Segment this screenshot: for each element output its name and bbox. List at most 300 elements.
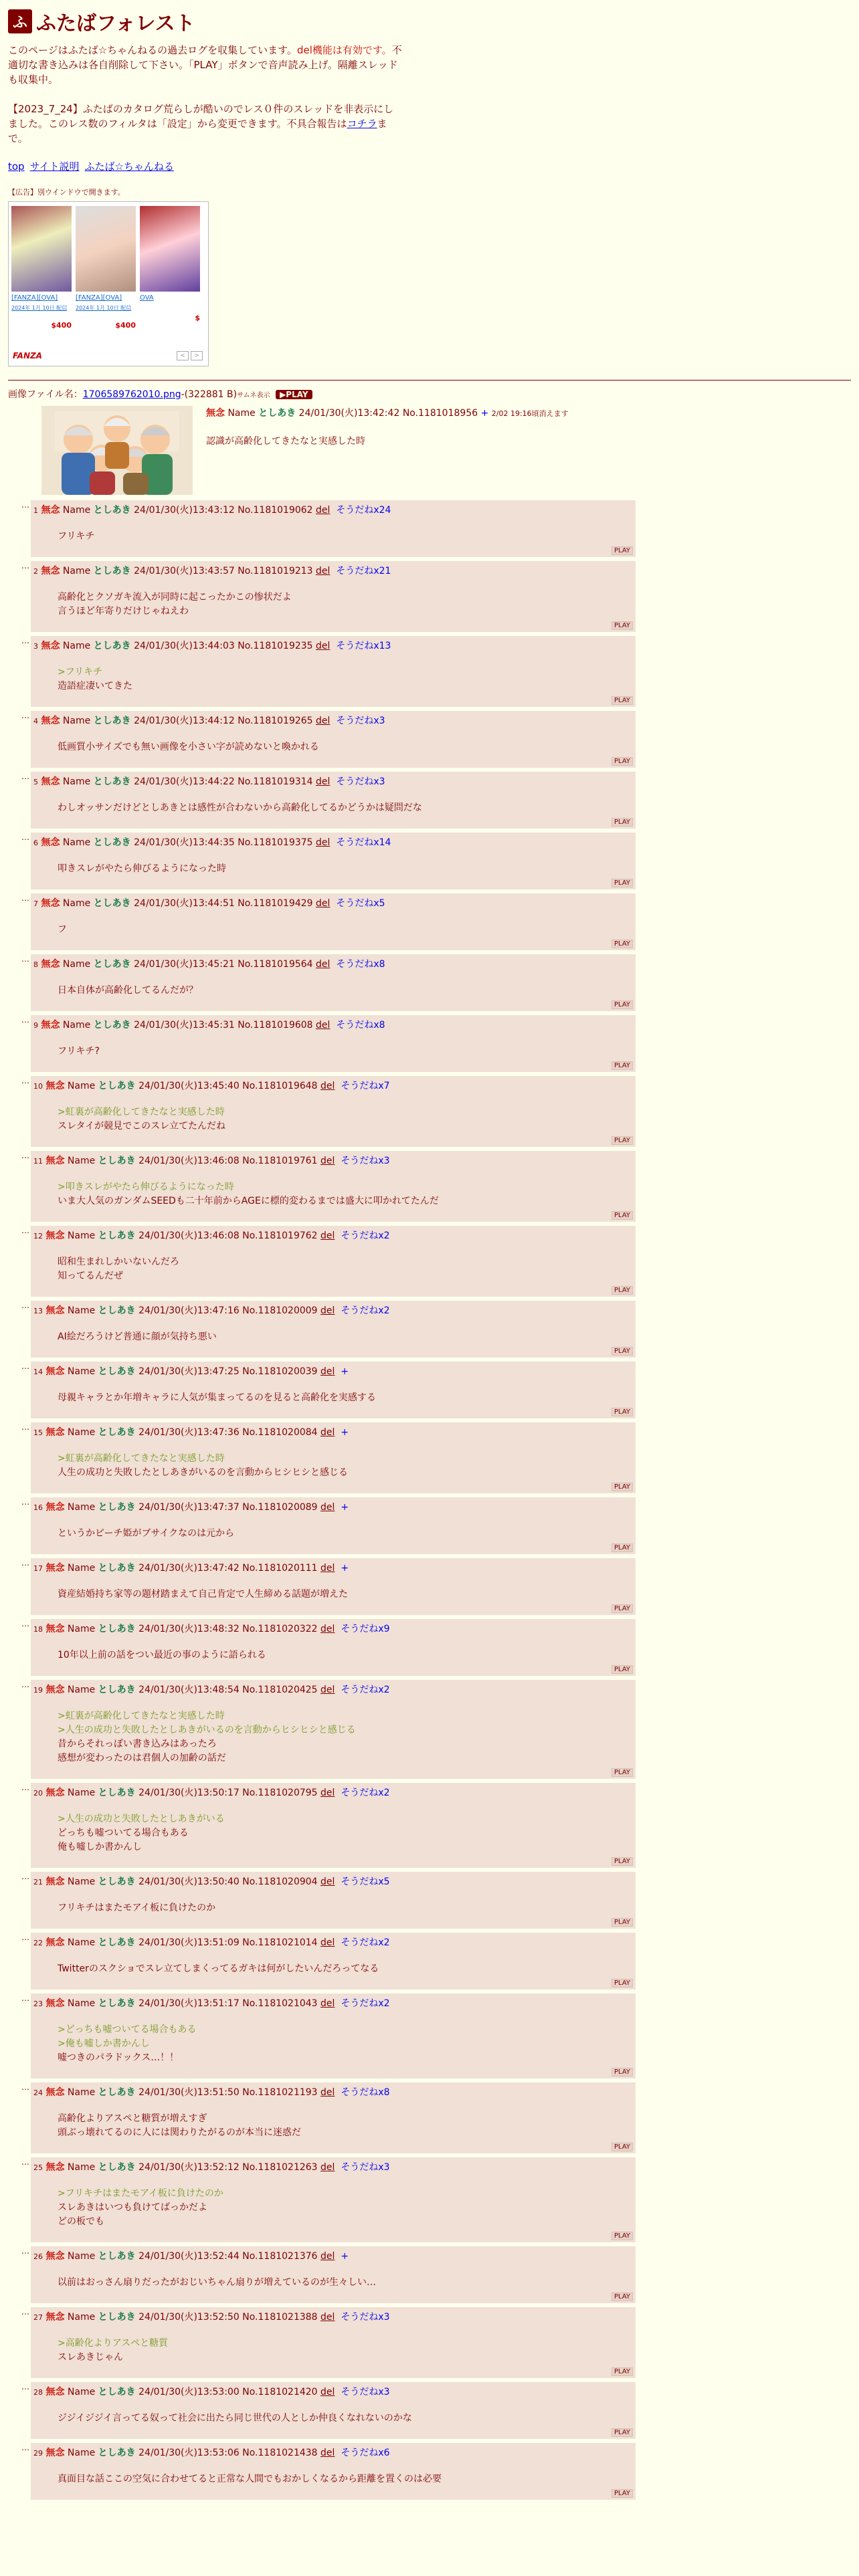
notice-update-end: まで。 xyxy=(8,118,387,144)
reply-post-number[interactable]: No.1181019265 xyxy=(237,716,313,726)
reply-post-number[interactable]: No.1181019235 xyxy=(237,641,313,651)
reply-box xyxy=(31,2157,636,2242)
reply-marker: … xyxy=(21,1422,29,1432)
reply-play-button[interactable]: PLAY xyxy=(611,1543,633,1552)
reply xyxy=(8,1076,851,1147)
ad-item-price: $400 xyxy=(51,321,72,330)
reply-post-number[interactable]: No.1181019062 xyxy=(237,505,313,516)
reply-sodane-button[interactable]: そうだねx13 xyxy=(336,641,391,651)
reply-sodane-button[interactable]: + xyxy=(341,1563,349,1574)
reply-name: としあき xyxy=(93,641,131,651)
reply-sodane-button[interactable]: そうだねx2 xyxy=(341,1685,390,1695)
reply-marker: … xyxy=(21,500,29,510)
reply-sodane-button[interactable]: そうだねx21 xyxy=(336,566,391,576)
reply-sodane-button[interactable]: + xyxy=(341,1366,349,1377)
ad-item-link[interactable]: [FANZA][OVA] xyxy=(76,294,122,302)
reply-name: としあき xyxy=(98,2087,136,2098)
reply-sodane-button[interactable]: そうだねx3 xyxy=(341,2162,390,2173)
reply-datetime: 24/01/30(火)13:48:32 xyxy=(138,1624,240,1634)
ad-image[interactable] xyxy=(11,206,72,292)
reply-text-line: 資産結婚持ち家等の題材踏まえて自己肯定で人生締める話題が増えた xyxy=(58,1589,348,1600)
reply-subject: 無念 xyxy=(41,959,60,970)
reply-body xyxy=(58,665,630,693)
reply-text-line: ジジイジジイ言ってる奴って社会に出たら同じ世代の人としか仲良くなれないのかな xyxy=(58,2413,412,2424)
ad-brand-logo[interactable]: FANZA xyxy=(13,351,42,360)
reply-subject: 無念 xyxy=(45,1156,65,1166)
reply-sodane-button[interactable]: そうだねx8 xyxy=(336,959,385,970)
reply-quote-line: >フリキチ xyxy=(58,667,103,677)
nav-about-link[interactable]: サイト説明 xyxy=(29,160,80,173)
reply-name-label: Name xyxy=(67,2087,96,2098)
reply-sodane-button[interactable]: そうだねx6 xyxy=(341,2448,390,2458)
ad-item-price: $ xyxy=(195,314,200,322)
reply-post-number[interactable]: No.1181021014 xyxy=(242,1937,318,1948)
reply-body xyxy=(58,1648,630,1662)
reply-box xyxy=(31,1558,636,1615)
reply-play-button[interactable]: PLAY xyxy=(611,2489,633,2498)
reply-number: 2 xyxy=(33,567,38,576)
reply-play-button[interactable]: PLAY xyxy=(611,1286,633,1295)
ad-item-price: $400 xyxy=(115,321,136,330)
reply-text-line: スレあきじゃん xyxy=(58,2352,123,2363)
reply-subject: 無念 xyxy=(45,1563,65,1574)
reply-name-label: Name xyxy=(62,959,91,970)
reply-play-button[interactable]: PLAY xyxy=(611,1000,633,1009)
reply xyxy=(8,833,851,889)
reply-post-number[interactable]: No.1181020425 xyxy=(242,1685,318,1695)
reply-sodane-button[interactable]: そうだねx2 xyxy=(341,1230,390,1241)
reply-marker: … xyxy=(21,2443,29,2452)
ad-item[interactable] xyxy=(11,206,72,330)
reply-play-button[interactable]: PLAY xyxy=(611,2292,633,2301)
reply-name-label: Name xyxy=(67,1876,96,1887)
reply-post-number[interactable]: No.1181019608 xyxy=(237,1020,313,1031)
reply-post-number[interactable]: No.1181019648 xyxy=(242,1081,318,1091)
reply-number: 19 xyxy=(33,1686,43,1695)
reply-del-link[interactable]: del xyxy=(320,2251,335,2262)
reply-del-link[interactable]: del xyxy=(316,837,330,848)
reply-text-line: 高齢化よりアスペと糖質が増えすぎ xyxy=(58,2113,207,2124)
reply-subject: 無念 xyxy=(45,1624,65,1634)
reply-play-button[interactable]: PLAY xyxy=(611,1604,633,1613)
notice-paragraph-1 xyxy=(8,43,403,87)
reply-header xyxy=(33,1622,630,1636)
report-link[interactable]: コチラ xyxy=(347,118,377,130)
ad-items xyxy=(9,202,208,334)
reply-del-link[interactable]: del xyxy=(316,1020,330,1031)
reply-text-line: Twitterのスクショでスレ立てしまくってるガキは何がしたいんだろってなる xyxy=(58,1963,379,1974)
reply-post-number[interactable]: No.1181020322 xyxy=(242,1624,318,1634)
reply-sodane-button[interactable]: + xyxy=(341,1502,349,1513)
reply-quote-line: >フリキチはまたモアイ板に負けたのか xyxy=(58,2188,223,2199)
reply-post-number[interactable]: No.1181019314 xyxy=(237,776,313,787)
reply-datetime: 24/01/30(火)13:47:25 xyxy=(138,1366,240,1377)
logo-icon[interactable]: ふ xyxy=(8,9,32,33)
thread-play-button[interactable]: ▶PLAY xyxy=(276,390,312,399)
reply-post-number[interactable]: No.1181019429 xyxy=(237,898,313,909)
reply-name-label: Name xyxy=(67,1305,96,1316)
reply-number: 13 xyxy=(33,1307,43,1315)
reply-del-link[interactable]: del xyxy=(316,505,330,516)
reply-subject: 無念 xyxy=(45,1366,65,1377)
reply-text-line: フ xyxy=(58,924,67,935)
reply-sodane-button[interactable]: そうだねx2 xyxy=(341,1998,390,2009)
reply-name-label: Name xyxy=(67,1081,96,1091)
reply-quote-line: >叩きスレがやたら伸びるようになった時 xyxy=(58,1182,234,1192)
reply-text-line: 昭和生まれしかいないんだろ xyxy=(58,1257,179,1267)
reply-play-button[interactable]: PLAY xyxy=(611,757,633,766)
reply-subject: 無念 xyxy=(45,1427,65,1438)
reply-play-button[interactable]: PLAY xyxy=(611,621,633,630)
reply-box xyxy=(31,1872,636,1929)
reply-play-button[interactable]: PLAY xyxy=(611,1857,633,1866)
reply-body xyxy=(58,1709,630,1765)
reply-subject: 無念 xyxy=(45,2162,65,2173)
reply-number: 8 xyxy=(33,960,38,969)
op-text: 認識が高齢化してきたなと実感した時 xyxy=(206,436,365,447)
reply-post-number[interactable]: No.1181019564 xyxy=(237,959,313,970)
reply-del-link[interactable]: del xyxy=(320,2087,335,2098)
reply-name: としあき xyxy=(98,1788,136,1798)
reply xyxy=(8,1362,851,1418)
reply-subject: 無念 xyxy=(45,2312,65,2323)
reply-play-button[interactable]: PLAY xyxy=(611,1918,633,1927)
op-number[interactable]: No.1181018956 xyxy=(402,408,478,419)
reply-header xyxy=(33,1997,630,2011)
reply-number: 28 xyxy=(33,2388,43,2397)
reply-play-button[interactable]: PLAY xyxy=(611,2143,633,2151)
reply-subject: 無念 xyxy=(45,1685,65,1695)
reply-number: 4 xyxy=(33,717,38,726)
reply-del-link[interactable]: del xyxy=(320,1366,335,1377)
reply-play-button[interactable]: PLAY xyxy=(611,818,633,827)
reply-text-line: 俺も嘘しか書かんし xyxy=(58,1842,142,1852)
reply-number: 11 xyxy=(33,1157,43,1166)
reply-post-number[interactable]: No.1181021193 xyxy=(242,2087,318,2098)
reply-del-link[interactable]: del xyxy=(320,1230,335,1241)
reply-post-number[interactable]: No.1181021263 xyxy=(242,2162,318,2173)
reply-del-link[interactable]: del xyxy=(320,1998,335,2009)
ad-image[interactable] xyxy=(76,206,136,292)
ad-next-icon[interactable]: > xyxy=(191,351,203,360)
reply-marker: … xyxy=(21,1226,29,1235)
reply-post-number[interactable]: No.1181021438 xyxy=(242,2448,318,2458)
reply-sodane-button[interactable]: + xyxy=(341,1427,349,1438)
reply-del-link[interactable]: del xyxy=(320,1876,335,1887)
reply-del-link[interactable]: del xyxy=(320,1427,335,1438)
reply-play-button[interactable]: PLAY xyxy=(611,879,633,887)
reply-header xyxy=(33,2446,630,2460)
nav-top-link[interactable]: top xyxy=(8,160,25,173)
op-datetime: 24/01/30(火)13:42:42 xyxy=(298,408,400,419)
reply-datetime: 24/01/30(火)13:51:17 xyxy=(138,1998,240,2009)
reply-play-button[interactable]: PLAY xyxy=(611,1665,633,1674)
reply-post-number[interactable]: No.1181021388 xyxy=(242,2312,318,2323)
reply-quote-line: >俺も嘘しか書かんし xyxy=(58,2038,150,2049)
reply-name: としあき xyxy=(93,566,131,576)
reply-play-button[interactable]: PLAY xyxy=(611,546,633,555)
reply-subject: 無念 xyxy=(45,2387,65,2397)
reply-subject: 無念 xyxy=(45,1305,65,1316)
reply-post-number[interactable]: No.1181021376 xyxy=(242,2251,318,2262)
reply-body xyxy=(58,862,630,876)
reply-del-link[interactable]: del xyxy=(316,566,330,576)
reply xyxy=(8,2307,851,2378)
reply-marker: … xyxy=(21,2246,29,2256)
reply-marker: … xyxy=(21,1933,29,1942)
reply-del-link[interactable]: del xyxy=(320,2387,335,2397)
reply-number: 1 xyxy=(33,506,38,515)
reply-del-link[interactable]: del xyxy=(320,1624,335,1634)
reply-play-button[interactable]: PLAY xyxy=(611,1979,633,1988)
reply-sodane-button[interactable]: そうだねx3 xyxy=(341,1156,390,1166)
reply-header xyxy=(33,1304,630,1318)
reply-marker: … xyxy=(21,2307,29,2317)
reply-sodane-button[interactable]: そうだねx2 xyxy=(341,1305,390,1316)
reply-play-button[interactable]: PLAY xyxy=(611,696,633,705)
reply-del-link[interactable]: del xyxy=(316,776,330,787)
reply-post-number[interactable]: No.1181020089 xyxy=(242,1502,318,1513)
reply-sodane-button[interactable]: そうだねx3 xyxy=(336,716,385,726)
reply-text-line: どの板でも xyxy=(58,2216,104,2227)
ad-prev-icon[interactable]: < xyxy=(177,351,189,360)
op-sodane-button[interactable]: + xyxy=(480,408,489,419)
reply-del-link[interactable]: del xyxy=(320,2312,335,2323)
reply-name: としあき xyxy=(98,1305,136,1316)
reply-play-button[interactable]: PLAY xyxy=(611,2367,633,2376)
notice-text: このページはふたば☆ちゃんねるの過去ログを収集しています。 xyxy=(8,44,297,56)
reply-body xyxy=(58,2411,630,2426)
reply-post-number[interactable]: No.1181021043 xyxy=(242,1998,318,2009)
reply-body xyxy=(58,1255,630,1283)
reply-del-link[interactable]: del xyxy=(320,1081,335,1091)
reply xyxy=(8,1226,851,1297)
reply xyxy=(8,1994,851,2078)
reply-post-number[interactable]: No.1181019761 xyxy=(242,1156,318,1166)
reply-name-label: Name xyxy=(62,566,91,576)
reply-box xyxy=(31,1151,636,1222)
reply-sodane-button[interactable]: そうだねx2 xyxy=(341,1788,390,1798)
reply-subject: 無念 xyxy=(45,1788,65,1798)
reply-post-number[interactable]: No.1181020795 xyxy=(242,1788,318,1798)
reply-post-number[interactable]: No.1181020084 xyxy=(242,1427,318,1438)
reply-sodane-button[interactable]: そうだねx8 xyxy=(341,2087,390,2098)
ad-item[interactable] xyxy=(76,206,136,330)
ad-image[interactable] xyxy=(140,206,200,292)
reply-quote-line: >高齢化よりアスペと糖質 xyxy=(58,2338,169,2349)
reply-box xyxy=(31,893,636,950)
reply-name: としあき xyxy=(98,2162,136,2173)
reply-text-line: フリキチ? xyxy=(58,1046,100,1057)
reply-datetime: 24/01/30(火)13:45:40 xyxy=(138,1081,240,1091)
reply-text-line: AI絵だろうけど普通に顔が気持ち悪い xyxy=(58,1331,217,1342)
reply-play-button[interactable]: PLAY xyxy=(611,2232,633,2240)
reply-post-number[interactable]: No.1181020904 xyxy=(242,1876,318,1887)
reply xyxy=(8,1558,851,1615)
reply-sodane-button[interactable]: そうだねx9 xyxy=(341,1624,390,1634)
reply-body xyxy=(58,591,630,619)
reply-marker: … xyxy=(21,1619,29,1628)
reply-sodane-button[interactable]: + xyxy=(341,2251,349,2262)
reply-post-number[interactable]: No.1181020009 xyxy=(242,1305,318,1316)
reply-name: としあき xyxy=(98,2448,136,2458)
reply-header xyxy=(33,1365,630,1379)
reply-box xyxy=(31,2382,636,2439)
reply xyxy=(8,1783,851,1868)
reply xyxy=(8,1619,851,1676)
reply-number: 23 xyxy=(33,2000,43,2008)
reply xyxy=(8,954,851,1011)
reply-post-number[interactable]: No.1181019375 xyxy=(237,837,313,848)
reply-sodane-button[interactable]: そうだねx5 xyxy=(336,898,385,909)
reply-body xyxy=(58,1962,630,1976)
reply-sodane-button[interactable]: そうだねx2 xyxy=(341,1937,390,1948)
reply-box xyxy=(31,1422,636,1493)
op-thumbnail[interactable] xyxy=(41,406,193,495)
reply-play-button[interactable]: PLAY xyxy=(611,1347,633,1356)
divider xyxy=(8,380,851,381)
reply-header xyxy=(33,639,630,653)
reply-play-button[interactable]: PLAY xyxy=(611,1211,633,1220)
reply-body xyxy=(58,1391,630,1405)
reply-del-link[interactable]: del xyxy=(320,1788,335,1798)
reply-del-link[interactable]: del xyxy=(316,898,330,909)
reply-del-link[interactable]: del xyxy=(320,1685,335,1695)
thumb-note: サムネ表示 xyxy=(237,392,270,399)
reply-number: 3 xyxy=(33,642,38,651)
reply-body xyxy=(58,1105,630,1134)
reply-sodane-button[interactable]: そうだねx3 xyxy=(341,2387,390,2397)
notice-text-2: 不適切な書き込みは各自削除して下さい。「PLAY」ボタンで音声読み上げ。隔離スレッドも収集中。 xyxy=(8,44,402,86)
reply-sodane-button[interactable]: そうだねx3 xyxy=(341,2312,390,2323)
reply-marker: … xyxy=(21,1301,29,1310)
reply-header xyxy=(33,504,630,518)
reply-play-button[interactable]: PLAY xyxy=(611,1768,633,1777)
reply-header xyxy=(33,1683,630,1697)
reply-sodane-button[interactable]: そうだねx24 xyxy=(336,505,391,516)
reply-body xyxy=(58,2112,630,2140)
reply-post-number[interactable]: No.1181020039 xyxy=(242,1366,318,1377)
reply-play-button[interactable]: PLAY xyxy=(611,1136,633,1145)
reply-body xyxy=(58,1901,630,1915)
reply-name-label: Name xyxy=(67,1156,96,1166)
reply-box xyxy=(31,2443,636,2500)
ad-item[interactable] xyxy=(140,206,200,330)
reply-number: 12 xyxy=(33,1232,43,1241)
reply-body xyxy=(58,1180,630,1208)
reply-name-label: Name xyxy=(62,776,91,787)
reply-post-number[interactable]: No.1181019213 xyxy=(237,566,313,576)
reply-box xyxy=(31,561,636,632)
reply-marker: … xyxy=(21,1680,29,1689)
reply-box xyxy=(31,1994,636,2078)
ad-item-link[interactable]: OVA xyxy=(140,294,154,302)
reply-del-link[interactable]: del xyxy=(316,959,330,970)
reply-header xyxy=(33,775,630,789)
reply-box xyxy=(31,954,636,1011)
reply-text-line: 高齢化とクソガキ流入が同時に起こったかこの惨状だよ xyxy=(58,592,292,603)
reply-del-link[interactable]: del xyxy=(316,716,330,726)
nav-futaba-link[interactable]: ふたば☆ちゃんねる xyxy=(84,160,174,173)
reply-sodane-button[interactable]: そうだねx8 xyxy=(336,1020,385,1031)
reply-box xyxy=(31,500,636,557)
reply-name: としあき xyxy=(93,898,131,909)
reply-play-button[interactable]: PLAY xyxy=(611,1408,633,1416)
reply-name-label: Name xyxy=(67,2448,96,2458)
ad-arrows xyxy=(177,351,203,360)
reply-marker: … xyxy=(21,2382,29,2391)
reply-marker: … xyxy=(21,2157,29,2167)
reply-play-button[interactable]: PLAY xyxy=(611,1483,633,1491)
reply-post-number[interactable]: No.1181020111 xyxy=(242,1563,318,1574)
file-link[interactable]: 1706589762010.png xyxy=(82,389,181,400)
reply-sodane-button[interactable]: そうだねx3 xyxy=(336,776,385,787)
reply-play-button[interactable]: PLAY xyxy=(611,2428,633,2437)
reply-quote-line: >人生の成功と失敗したとしあきがいる xyxy=(58,1814,225,1824)
reply-number: 27 xyxy=(33,2313,43,2322)
reply-header xyxy=(33,1786,630,1800)
reply xyxy=(8,711,851,768)
reply-name: としあき xyxy=(98,1937,136,1948)
reply-body xyxy=(58,2023,630,2065)
reply-body xyxy=(58,1588,630,1602)
reply-subject: 無念 xyxy=(41,566,60,576)
reply-sodane-button[interactable]: そうだねx7 xyxy=(341,1081,390,1091)
reply-subject: 無念 xyxy=(41,641,60,651)
reply-sodane-button[interactable]: そうだねx5 xyxy=(341,1876,390,1887)
reply-box xyxy=(31,2246,636,2303)
reply-number: 26 xyxy=(33,2252,43,2261)
reply-body xyxy=(58,1527,630,1541)
reply-play-button[interactable]: PLAY xyxy=(611,2068,633,2076)
reply-del-link[interactable]: del xyxy=(320,1305,335,1316)
ad-banner[interactable] xyxy=(8,201,209,366)
file-info xyxy=(8,387,851,401)
site-title[interactable]: ふたばフォレスト xyxy=(36,12,195,35)
reply-name-label: Name xyxy=(67,1998,96,2009)
reply-del-link[interactable]: del xyxy=(320,1156,335,1166)
ad-item-date: 2024年 1月 10日 配信 xyxy=(11,305,68,311)
reply-name: としあき xyxy=(98,1998,136,2009)
reply-name: としあき xyxy=(93,776,131,787)
reply-name-label: Name xyxy=(62,837,91,848)
reply-body xyxy=(58,1330,630,1344)
reply-del-link[interactable]: del xyxy=(320,1502,335,1513)
reply-del-link[interactable]: del xyxy=(320,2162,335,2173)
reply-header xyxy=(33,1936,630,1950)
reply-del-link[interactable]: del xyxy=(320,2448,335,2458)
reply-play-button[interactable]: PLAY xyxy=(611,940,633,948)
reply-box xyxy=(31,1226,636,1297)
reply-del-link[interactable]: del xyxy=(320,1937,335,1948)
reply-sodane-button[interactable]: そうだねx14 xyxy=(336,837,391,848)
reply-del-link[interactable]: del xyxy=(316,641,330,651)
reply xyxy=(8,1151,851,1222)
reply-del-link[interactable]: del xyxy=(320,1563,335,1574)
reply xyxy=(8,2443,851,2500)
reply-post-number[interactable]: No.1181021420 xyxy=(242,2387,318,2397)
ad-item-link[interactable]: [FANZA][OVA] xyxy=(11,294,58,302)
reply-play-button[interactable]: PLAY xyxy=(611,1061,633,1070)
reply-number: 16 xyxy=(33,1503,43,1512)
reply-subject: 無念 xyxy=(45,1230,65,1241)
file-size: -(322881 B) xyxy=(181,389,237,400)
reply-text-line: 人生の成功と失敗したとしあきがいるのを言動からヒシヒシと感じる xyxy=(58,1467,348,1478)
reply xyxy=(8,636,851,707)
op-name: としあき xyxy=(258,408,296,419)
reply-post-number[interactable]: No.1181019762 xyxy=(242,1230,318,1241)
reply-name-label: Name xyxy=(67,2251,96,2262)
